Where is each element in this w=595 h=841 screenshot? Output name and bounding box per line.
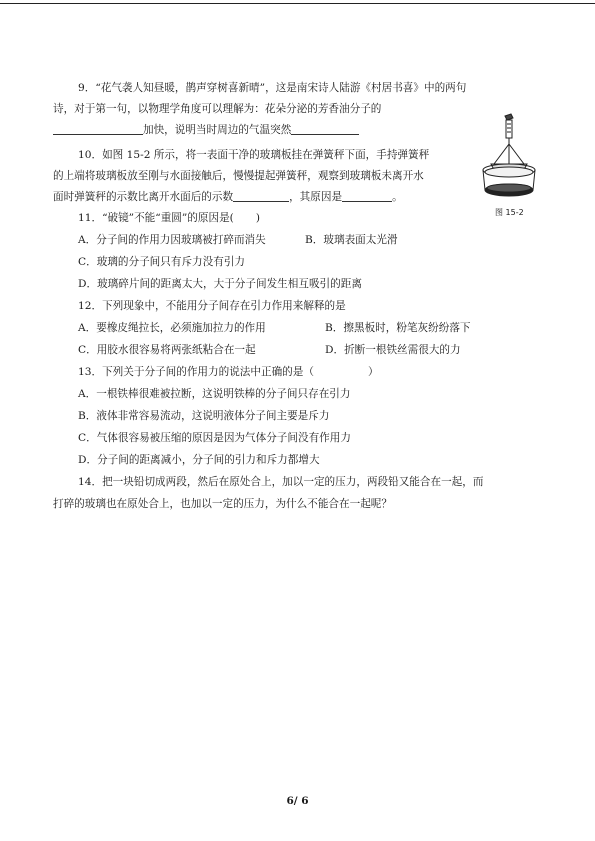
q11-option-b[interactable]: B．玻璃表面太光滑 bbox=[305, 234, 398, 246]
q10-line3-text-a: 面时弹簧秤的示数比离开水面后的示数 bbox=[53, 191, 234, 203]
q13-option-c[interactable]: C．气体很容易被压缩的原因是因为气体分子间没有作用力 bbox=[78, 432, 351, 444]
q9-blank-1[interactable] bbox=[53, 123, 143, 135]
q13-option-b[interactable]: B．液体非常容易流动，这说明液体分子间主要是斥力 bbox=[78, 410, 330, 422]
q12-option-a[interactable]: A．要橡皮绳拉长，必须施加拉力的作用 bbox=[78, 322, 266, 334]
q10-line3-text-c: 。 bbox=[392, 191, 403, 203]
q10-blank-1[interactable] bbox=[233, 190, 289, 202]
figure-caption: 图 15-2 bbox=[495, 208, 524, 217]
q11-stem bbox=[78, 211, 260, 225]
q9-line3-text: 加快，说明当时周边的气温突然 bbox=[143, 124, 292, 136]
q12-option-d[interactable]: D．折断一根铁丝需很大的力 bbox=[325, 344, 461, 356]
q13-stem bbox=[78, 365, 379, 379]
q9-blank-2[interactable] bbox=[291, 123, 359, 135]
q14-line2: 打碎的玻璃也在原处合上，也加以一定的压力，为什么不能合在一起呢？ bbox=[53, 498, 392, 510]
q12-stem: 12．下列现象中，不能用分子间存在引力作用来解释的是 bbox=[78, 300, 346, 312]
page-number: 6/ 6 bbox=[286, 795, 309, 807]
spring-scale-beaker-figure bbox=[478, 112, 542, 220]
q14-line1: 14．把一块铅切成两段，然后在原处合上，加以一定的压力，两段铅又能合在一起，而 bbox=[78, 476, 484, 488]
q13-option-d[interactable]: D．分子间的距离减小，分子间的引力和斥力都增大 bbox=[78, 454, 320, 466]
header-rule bbox=[0, 3, 595, 4]
q11-option-a[interactable]: A．分子间的作用力因玻璃被打碎而消失 bbox=[78, 234, 266, 246]
q9-line1: 9．“花气袭人知昼暖，鹊声穿树喜新晴”，这是南宋诗人陆游《村居书喜》中的两句 bbox=[78, 82, 467, 94]
q13-option-a[interactable]: A．一根铁棒很难被拉断，这说明铁棒的分子间只存在引力 bbox=[78, 388, 351, 400]
q13-stem-close: ） bbox=[367, 366, 379, 378]
q11-stem-text: 11．“破镜”不能“重圆”的原因是( bbox=[78, 212, 234, 224]
q10-line3 bbox=[53, 190, 403, 204]
q10-line1: 10．如图 15-2 所示，将一表面干净的玻璃板挂在弹簧秤下面，手持弹簧秤 bbox=[78, 149, 430, 161]
q10-line3-text-b: ，其原因是 bbox=[289, 191, 343, 203]
q10-line2: 的上端将玻璃板放至刚与水面接触后，慢慢提起弹簧秤，观察到玻璃板未离开水 bbox=[53, 170, 424, 182]
q9-line3 bbox=[53, 123, 359, 137]
q9-line2: 诗，对于第一句，以物理学角度可以理解为：花朵分泌的芳香油分子的 bbox=[53, 103, 382, 115]
q10-blank-2[interactable] bbox=[342, 190, 392, 202]
q11-stem-close: ) bbox=[255, 212, 260, 224]
q12-option-c[interactable]: C．用胶水很容易将两张纸粘合在一起 bbox=[78, 344, 256, 356]
q12-option-b[interactable]: B．擦黑板时，粉笔灰纷纷落下 bbox=[325, 322, 471, 334]
q11-option-c[interactable]: C．玻璃的分子间只有斥力没有引力 bbox=[78, 256, 246, 268]
q11-option-d[interactable]: D．玻璃碎片间的距离太大，大于分子间发生相互吸引的距离 bbox=[78, 278, 362, 290]
q13-stem-text: 13．下列关于分子间的作用力的说法中正确的是（ bbox=[78, 366, 314, 378]
